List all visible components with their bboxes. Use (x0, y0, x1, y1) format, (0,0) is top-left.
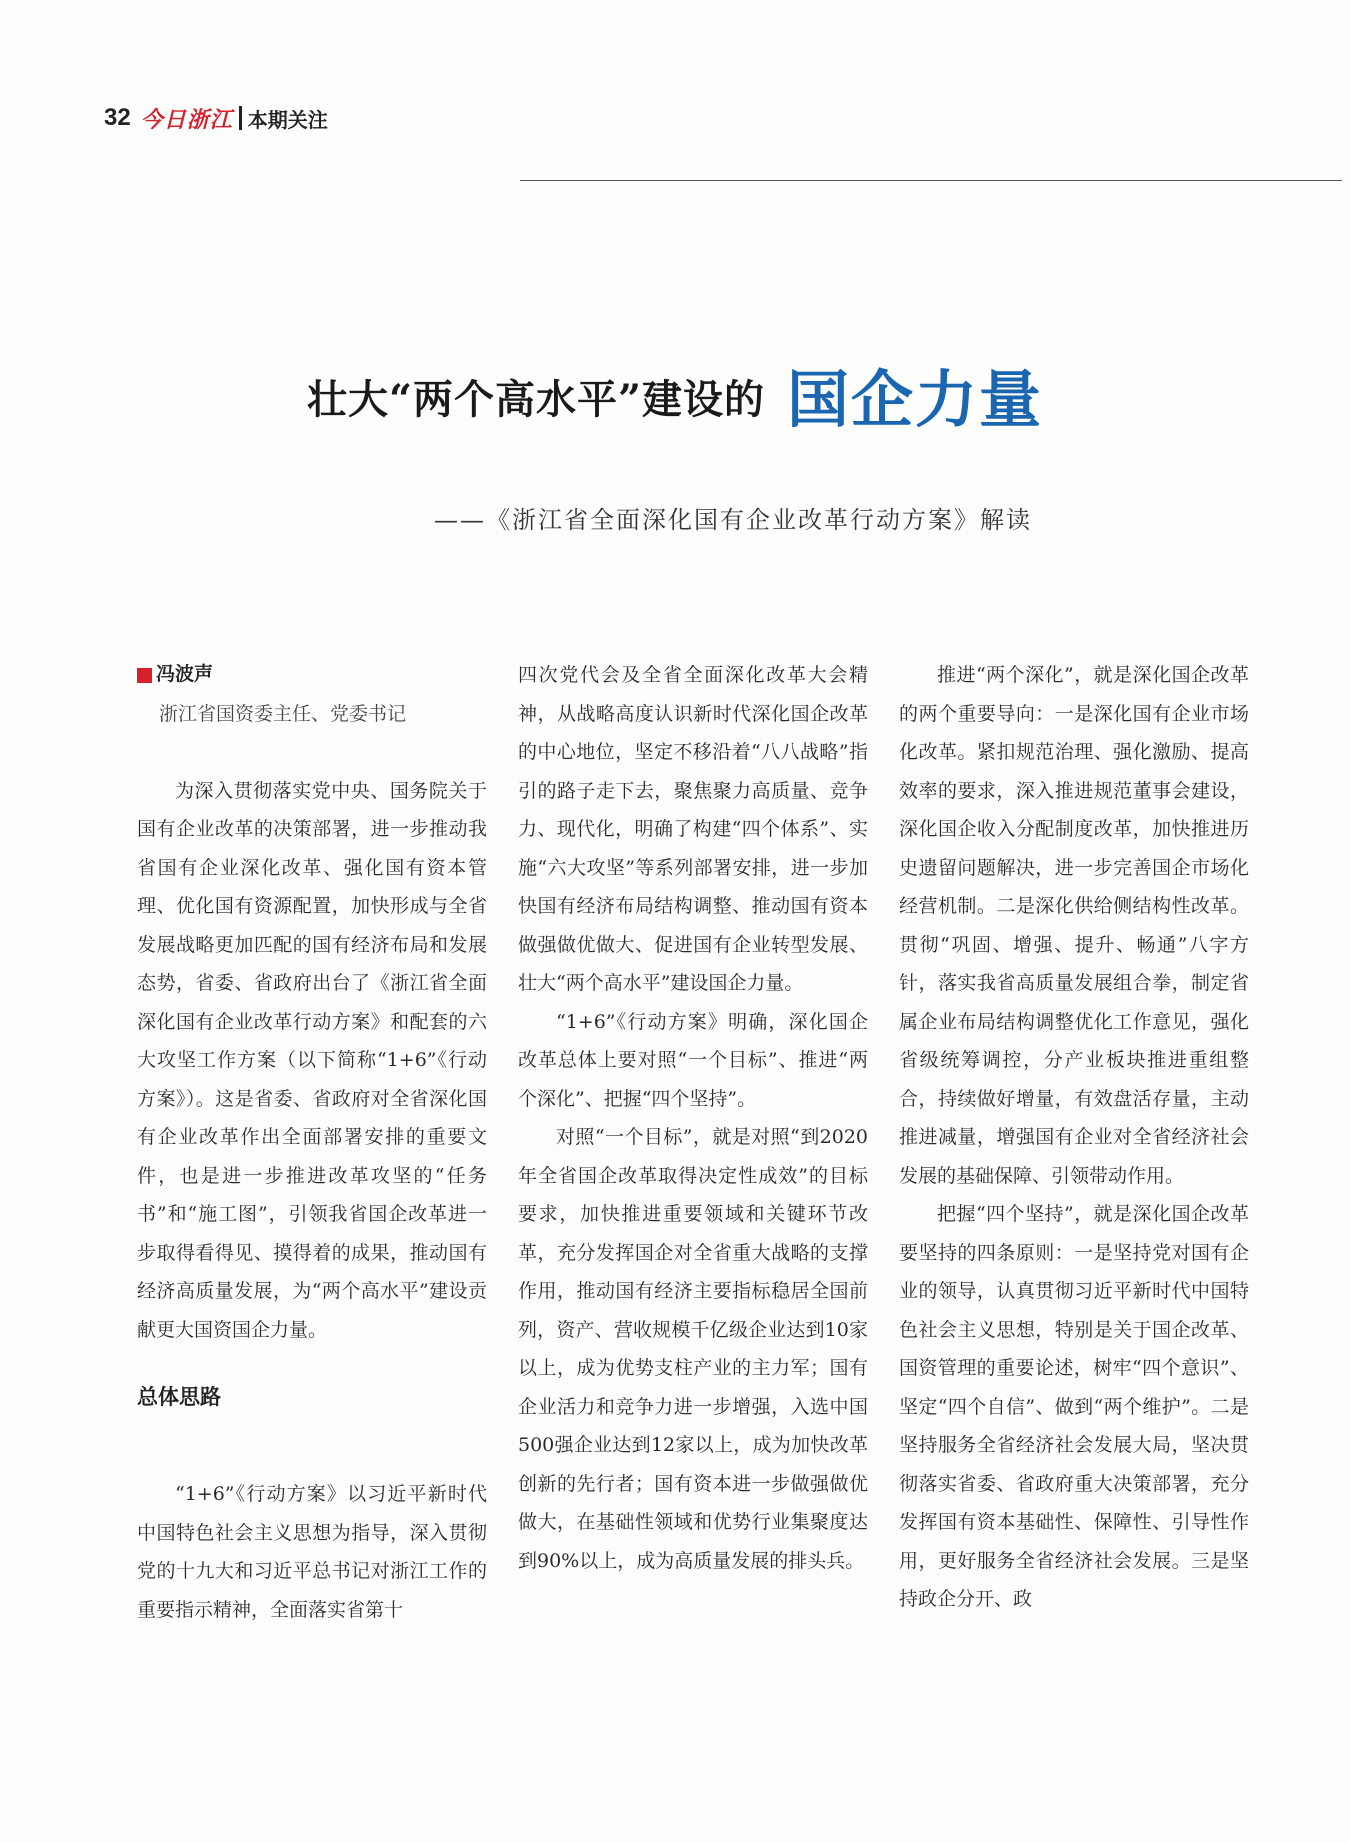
top-rule (520, 180, 1342, 181)
magazine-logo: 今日浙江 (140, 106, 233, 133)
paragraph: “1+6”《行动方案》明确，深化国企改革总体上要对照“一个目标”、推进“两个深化”、把握“四个坚持”。 (518, 1010, 868, 1110)
paragraph: 对照“一个目标”，就是对照“到2020年全省国企改革取得决定性成效”的目标要求，加快推进重要领域和关键环节改革，充分发挥国企对全省重大战略的支撑作用，推动国有经济主要指标稳居全国前列，资产、营收规模千亿级企业达到10家以上，成为优势支柱产业的主力军；国有企业活力和竞争力进一步增强，入选中国500强企业达到12家以上，成为加快改革创新的先行者；国有资本进一步做强做优做大，在基础性领域和优势行业集聚度达到90%以上，成为高质量发展的排头兵。 (518, 1126, 868, 1572)
paragraph: 为深入贯彻落实党中央、国务院关于国有企业改革的决策部署，进一步推动我省国有企业深化改革、强化国有资本管理、优化国有资源配置，加快形成与全省发展战略更加匹配的国有经济布局和发展态势，省委、省政府出台了《浙江省全面深化国有企业改革行动方案》和配套的六大攻坚工作方案（以下简称“1+6”《行动方案》）。这是省委、省政府对全省深化国有企业改革作出全面部署安排的重要文件，也是进一步推进改革攻坚的“任务书”和“施工图”，引领我省国企改革进一步取得看得见、摸得着的成果，推动国有经济高质量发展，为“两个高水平”建设贡献更大国资国企力量。 (137, 779, 487, 1341)
article-title (0, 363, 1350, 436)
author-marker (137, 668, 152, 683)
author-line (137, 656, 487, 695)
column-3 (899, 656, 1249, 1619)
paragraph: 推进“两个深化”，就是深化国企改革的两个重要导向：一是深化国有企业市场化改革。紧扣规范治理、强化激励、提高效率的要求，深入推进规范董事会建设，深化国企收入分配制度改革，加快推进历史遗留问题解决，进一步完善国企市场化经营机制。二是深化供给侧结构性改革。贯彻“巩固、增强、提升、畅通”八字方针，落实我省高质量发展组合拳，制定省属企业布局结构调整优化工作意见，强化省级统筹调控，分产业板块推进重组整合，持续做好增量，有效盘活存量，主动推进减量，增强国有企业对全省经济社会发展的基础保障、引领带动作用。 (899, 664, 1249, 1187)
author-role: 浙江省国资委主任、党委书记 (159, 702, 407, 725)
article-subtitle: ——《浙江省全面深化国有企业改革行动方案》解读 (434, 506, 1032, 534)
paragraph: “1+6”《行动方案》以习近平新时代中国特色社会主义思想为指导，深入贯彻党的十九大和习近平总书记对浙江工作的重要指示精神，全面落实省第十 (137, 1483, 487, 1621)
column-2 (518, 656, 868, 1580)
paragraph: 把握“四个坚持”，就是深化国企改革要坚持的四条原则：一是坚持党对国有企业的领导，认真贯彻习近平新时代中国特色社会主义思想，特别是关于国企改革、国资管理的重要论述，树牢“四个意识”、坚定“四个自信”、做到“两个维护”。二是坚持服务全省经济社会发展大局，坚决贯彻落实省委、省政府重大决策部署，充分发挥国有资本基础性、保障性、引导性作用，更好服务全省经济社会发展。三是坚持政企分开、政 (899, 1203, 1249, 1610)
section-name: 本期关注 (247, 109, 328, 132)
section-heading: 总体思路 (137, 1386, 221, 1409)
paragraph: 四次党代会及全省全面深化改革大会精神，从战略高度认识新时代深化国企改革的中心地位，坚定不移沿着“八八战略”指引的路子走下去，聚焦聚力高质量、竞争力、现代化，明确了构建“四个体系”、实施“六大攻坚”等系列部署安排，进一步加快国有经济布局结构调整、推动国有资本做强做优做大、促进国有企业转型发展、壮大“两个高水平”建设国企力量。 (518, 664, 868, 994)
page-header (104, 98, 328, 138)
column-1 (137, 656, 487, 1629)
title-main: 壮大“两个高水平”建设的 (306, 376, 765, 423)
header-divider (239, 106, 242, 130)
page-number: 32 (104, 104, 131, 131)
author-name: 冯波声 (156, 664, 214, 685)
title-accent: 国企力量 (787, 363, 1044, 436)
